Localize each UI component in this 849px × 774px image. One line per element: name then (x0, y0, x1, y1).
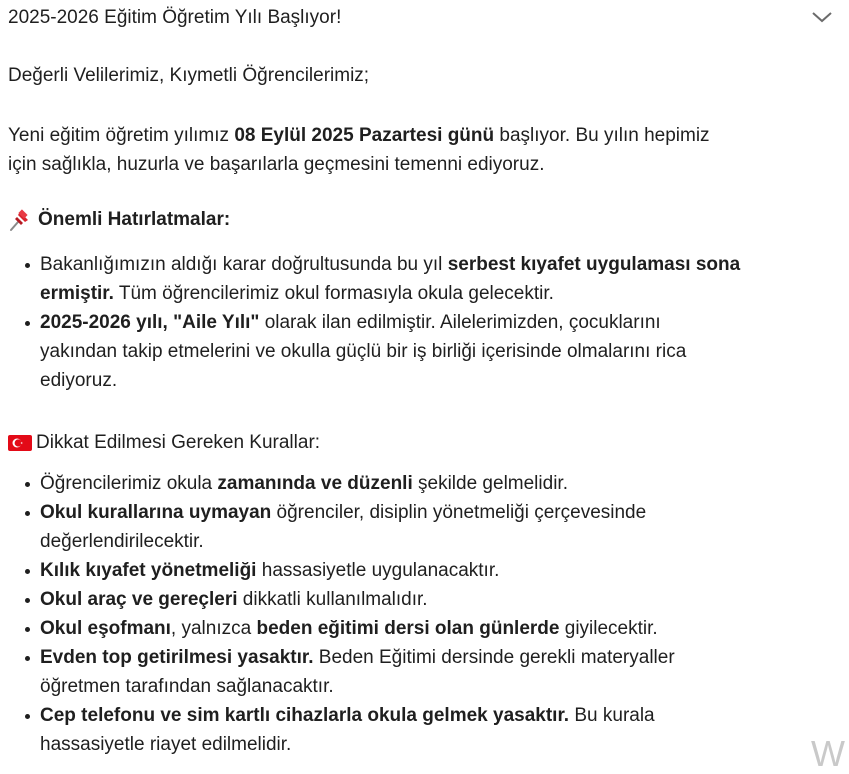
section-title: Dikkat Edilmesi Gereken Kurallar: (36, 432, 321, 453)
item-text: Tüm öğrencilerimiz okul formasıyla okula gelecektir. (113, 283, 554, 304)
list-item (8, 556, 840, 585)
watermark: W (811, 733, 845, 774)
item-text: yakından takip etmelerini ve okulla güçlü bir iş birliği içerisinde olmalarını rica (40, 341, 687, 362)
item-bold: ermiştir. (40, 283, 114, 304)
item-text: Bakanlığımızın aldığı karar doğrultusunda bu yıl (40, 254, 448, 275)
list-item (8, 308, 840, 395)
item-bold: zamanında ve düzenli (217, 473, 413, 494)
item-text: giyilecektir. (559, 618, 658, 639)
chevron-down-icon (809, 6, 835, 28)
item-bold: Okul araç ve gereçleri (40, 589, 238, 610)
item-bold: Kılık kıyafet yönetmeliği (40, 560, 257, 581)
list-item (8, 614, 840, 643)
post-title: 2025-2026 Eğitim Öğretim Yılı Başlıyor! (8, 7, 342, 28)
intro-text: için sağlıkla, huzurla ve başarılarla geçmesini temenni ediyoruz. (8, 154, 545, 175)
start-date: 08 Eylül 2025 Pazartesi günü (234, 125, 495, 146)
list-item (8, 701, 840, 759)
item-bold: beden eğitimi dersi olan günlerde (256, 618, 560, 639)
reminders-list (8, 250, 840, 395)
pushpin-icon (8, 208, 32, 232)
item-text: olarak ilan edilmiştir. Ailelerimizden, çocuklarını (259, 312, 661, 333)
greeting: Değerli Velilerimiz, Kıymetli Öğrencilerimiz; (8, 65, 370, 86)
item-text: Beden Eğitimi dersinde gerekli materyaller (313, 647, 675, 668)
list-item (8, 643, 840, 701)
item-text: değerlendirilecektir. (40, 531, 204, 552)
item-text: öğrenciler, disiplin yönetmeliği çerçevesinde (271, 502, 647, 523)
section-title: Önemli Hatırlatmalar: (38, 209, 231, 230)
item-bold: Okul kurallarına uymayan (40, 502, 272, 523)
intro-text: başlıyor. Bu yılın hepimiz (494, 125, 710, 146)
item-text: ediyoruz. (40, 370, 118, 391)
list-item (8, 250, 840, 308)
item-text: Bu kurala (569, 705, 655, 726)
turkish-flag-icon (8, 435, 32, 451)
item-bold: Evden top getirilmesi yasaktır. (40, 647, 314, 668)
list-item (8, 585, 840, 614)
intro-paragraph (8, 121, 840, 179)
item-bold: Okul eşofmanı (40, 618, 171, 639)
item-text: hassasiyetle riayet edilmelidir. (40, 734, 292, 755)
item-text: şekilde gelmelidir. (412, 473, 568, 494)
item-text: dikkatli kullanılmalıdır. (237, 589, 428, 610)
item-bold: serbest kıyafet uygulaması sona (447, 254, 741, 275)
list-item (8, 498, 840, 556)
item-text: öğretmen tarafından sağlanacaktır. (40, 676, 334, 697)
item-bold: 2025-2026 yılı, "Aile Yılı" (40, 312, 260, 333)
section-heading-reminders (8, 205, 230, 234)
item-text: Öğrencilerimiz okula (40, 473, 218, 494)
list-item (8, 469, 840, 498)
item-text: , yalnızca (170, 618, 257, 639)
section-heading-rules (8, 428, 320, 457)
rules-list (8, 469, 840, 759)
item-text: hassasiyetle uygulanacaktır. (256, 560, 500, 581)
item-bold: Cep telefonu ve sim kartlı cihazlarla okula gelmek yasaktır. (40, 705, 570, 726)
collapse-button[interactable] (809, 6, 835, 28)
intro-text: Yeni eğitim öğretim yılımız (8, 125, 235, 146)
